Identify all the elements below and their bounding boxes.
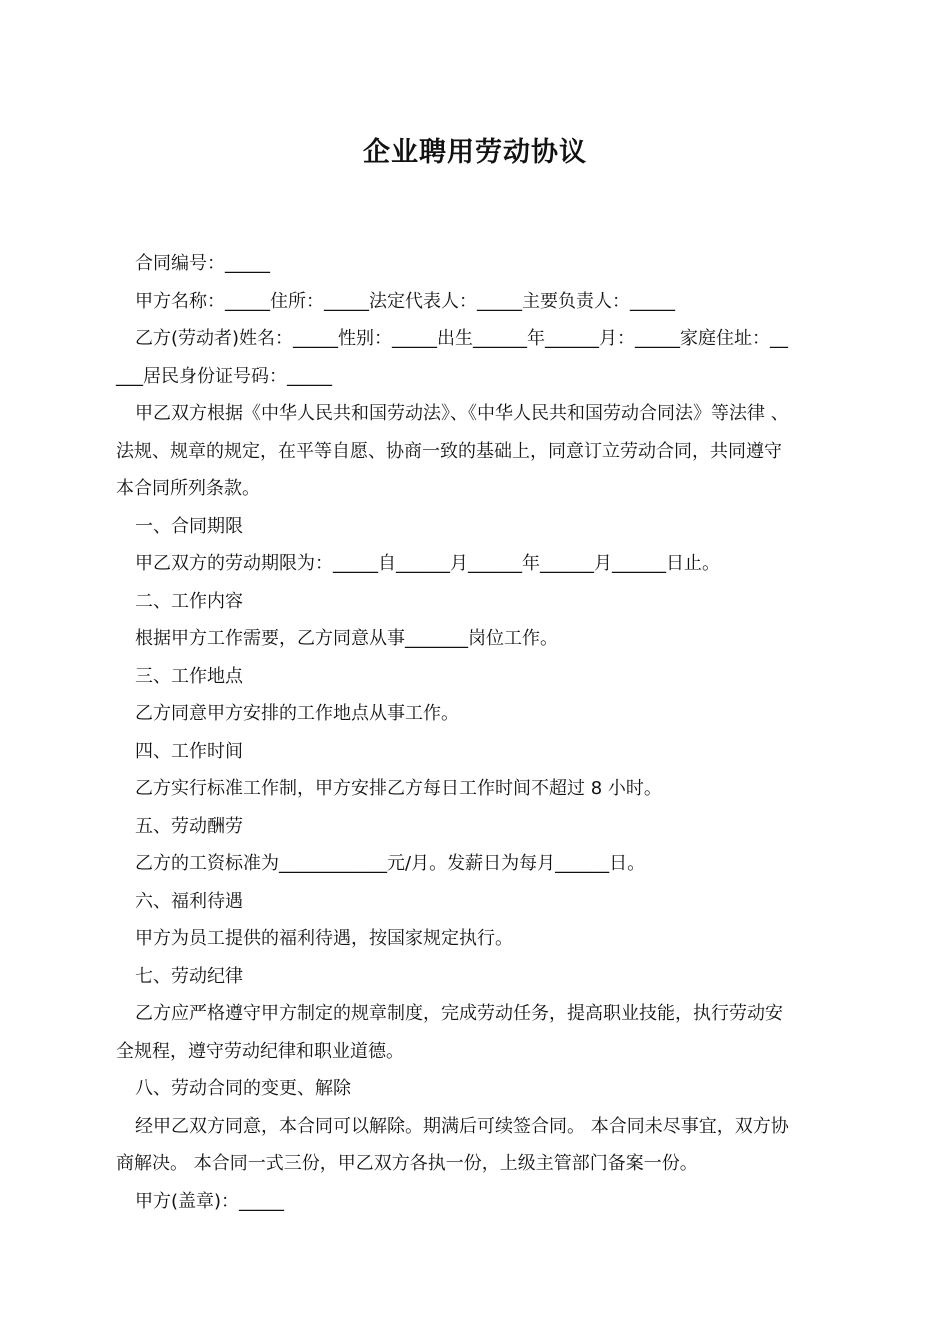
section-text: 乙方实行标准工作制，甲方安排乙方每日工作时间不超过 8 小时。 [135, 778, 662, 799]
party-a-seal-line: 甲方(盖章)：_____ [135, 1190, 285, 1212]
section-text: 全规程，遵守劳动纪律和职业道德。 [116, 1040, 404, 1062]
section-heading: 一、合同期限 [135, 515, 243, 537]
section-text: 乙方应严格遵守甲方制定的规章制度，完成劳动任务，提高职业技能，执行劳动安 [135, 1003, 783, 1024]
section-heading: 五、劳动酬劳 [135, 815, 243, 837]
section-text: 根据甲方工作需要，乙方同意从事_______岗位工作。 [135, 628, 558, 649]
preamble-line: 本合同所列条款。 [116, 478, 260, 499]
section-heading: 四、工作时间 [135, 740, 243, 762]
section-text: 乙方同意甲方安排的工作地点从事工作。 [135, 703, 459, 724]
section-heading: 七、劳动纪律 [135, 965, 243, 987]
section-text: 甲乙双方的劳动期限为：_____自______月______年______月______日止。 [135, 553, 720, 574]
document-title: 企业聘用劳动协议 [363, 137, 587, 168]
section-text: 乙方的工资标准为____________元/月。发薪日为每月______日。 [135, 853, 646, 874]
section-heading: 三、工作地点 [135, 665, 243, 687]
contract-number-line: 合同编号：_____ [135, 253, 270, 274]
preamble-line: 法规、规章的规定，在平等自愿、协商一致的基础上，同意订立劳动合同，共同遵守 [116, 440, 782, 462]
section-text: 经甲乙双方同意，本合同可以解除。期满后可续签合同。 本合同未尽事宜，双方协 [135, 1115, 789, 1137]
section-text: 商解决。 本合同一式三份，甲乙双方各执一份，上级主管部门备案一份。 [116, 1153, 698, 1174]
party-b-info-line-cont: ___居民身份证号码：_____ [116, 365, 332, 387]
document-body [116, 245, 846, 1220]
section-text: 甲方为员工提供的福利待遇，按国家规定执行。 [135, 928, 513, 949]
section-heading: 八、劳动合同的变更、解除 [135, 1078, 351, 1099]
party-a-info-line: 甲方名称：_____住所：_____法定代表人：_____主要负责人：_____ [135, 290, 675, 312]
section-heading: 六、福利待遇 [135, 890, 243, 912]
preamble-line: 甲乙双方根据《中华人民共和国劳动法》、《中华人民共和国劳动合同法》等法律 、 [135, 403, 789, 424]
party-b-info-line: 乙方(劳动者)姓名：_____性别：_____出生______年______月：_____家庭住址：__ [135, 328, 789, 349]
section-heading: 二、工作内容 [135, 590, 243, 612]
